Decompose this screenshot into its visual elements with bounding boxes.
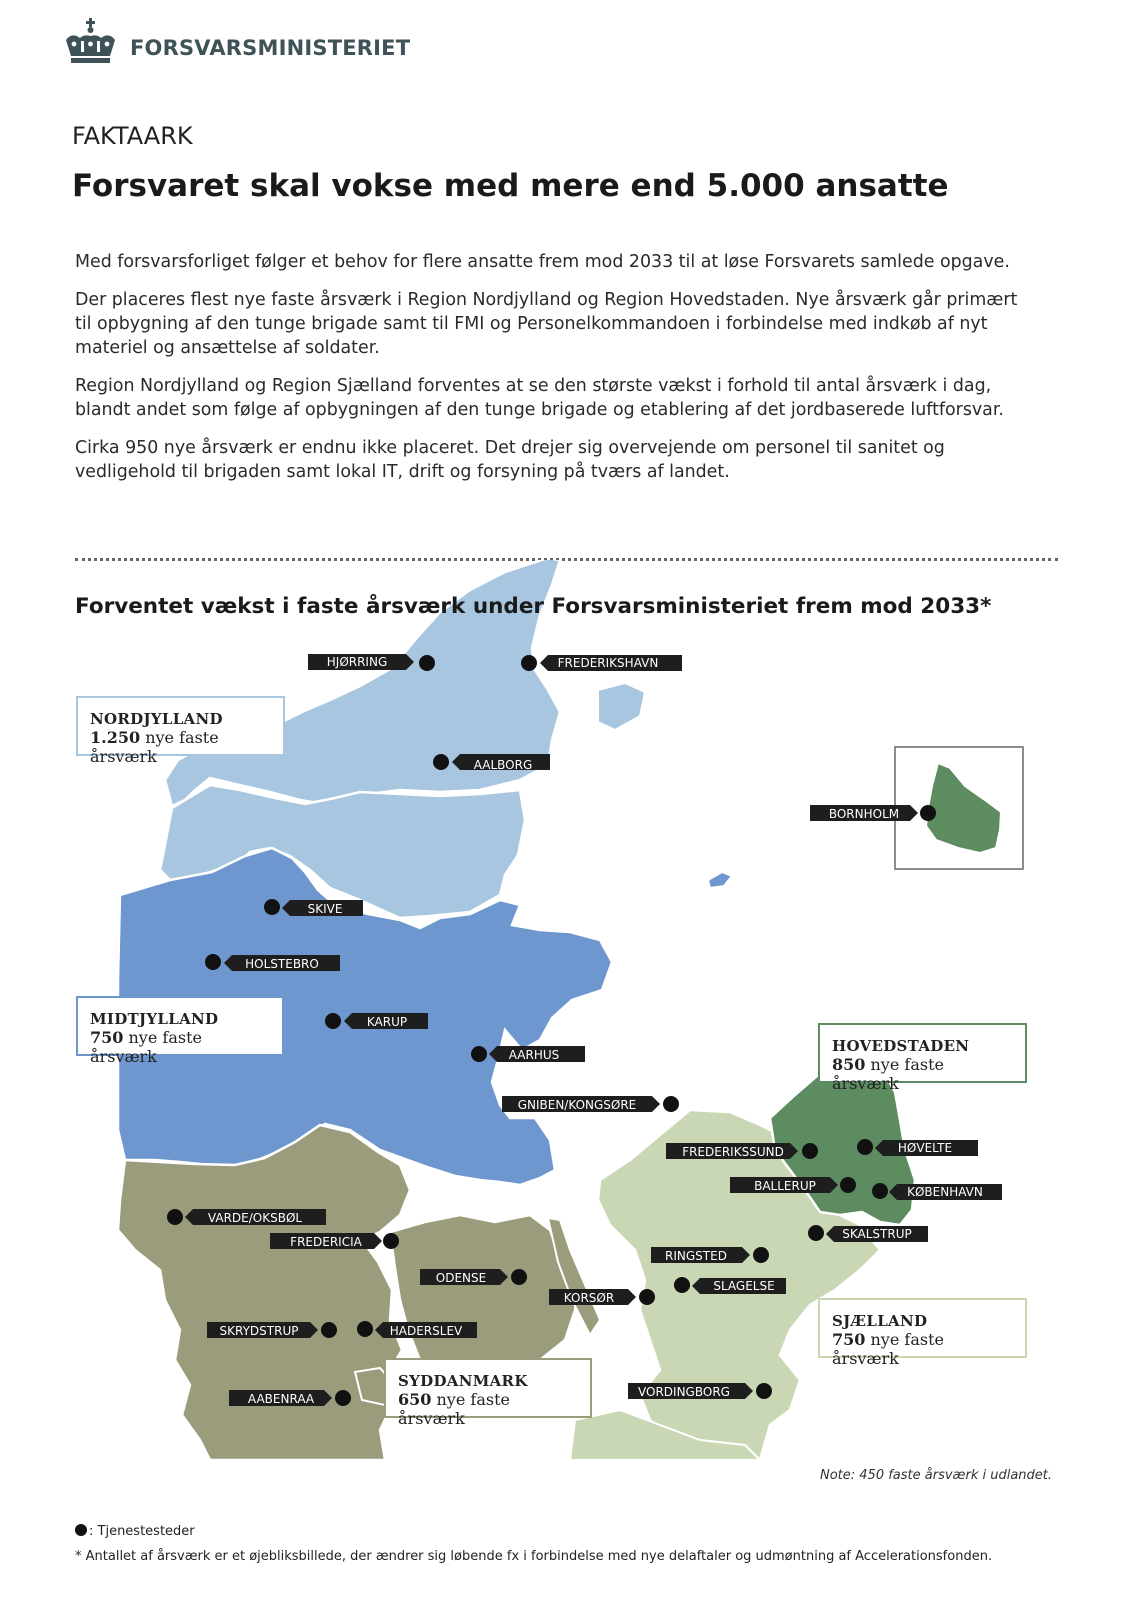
place-label: AALBORG [473, 758, 533, 772]
region-name: SYDDANMARK [398, 1372, 528, 1390]
region-box-syddanmark [384, 1358, 592, 1428]
region-text: nye faste årsværk [832, 1055, 944, 1093]
region-name: HOVEDSTADEN [832, 1037, 970, 1055]
place-label: KØBENHAVN [907, 1185, 983, 1199]
island-laeso [598, 683, 645, 730]
place-label: VORDINGBORG [638, 1385, 730, 1399]
paragraph-2: Der placeres flest nye faste årsværk i Region Nordjylland og Region Hovedstaden. Nye årsværk går primært til opbygning af den tunge brigade samt til FMI og Personelkommandoen i forbindelse med indkøb af nyt materiel og ansættelse af soldater. [75, 290, 1018, 358]
footnote: * Antallet af årsværk er et øjebliksbillede, der ændrer sig løbende fx i forbindelse med nye delaftaler og udmøntning af Accelerationsfonden. [75, 1549, 993, 1564]
region-count: 1.250 [90, 728, 141, 747]
region-box-midtjylland [76, 996, 284, 1066]
location-dot-icon [75, 1524, 87, 1536]
place-korsor [549, 1289, 655, 1305]
place-label: KORSØR [563, 1291, 615, 1305]
place-label: AARHUS [508, 1048, 560, 1062]
region-box-nordjylland [76, 696, 285, 766]
region-syddanmark-jutland [118, 1125, 410, 1460]
place-label: HJØRRING [326, 655, 388, 669]
place-label: ODENSE [435, 1271, 487, 1285]
place-label: FREDERIKSSUND [682, 1145, 784, 1159]
map-title: Forventet vækst i faste årsværk under Forsvarsministeriet frem mod 2033* [75, 594, 992, 619]
place-label: BALLERUP [754, 1179, 816, 1193]
place-frederikshavn [521, 655, 682, 671]
region-text: nye faste årsværk [832, 1330, 944, 1368]
place-label: VARDE/OKSBØL [207, 1211, 303, 1225]
place-varde [167, 1209, 326, 1225]
crown-icon [62, 18, 122, 68]
intro-text [75, 250, 1035, 498]
place-label: KARUP [366, 1015, 408, 1029]
place-label: SKALSTRUP [842, 1227, 912, 1241]
place-fredericia [270, 1233, 399, 1249]
region-name: MIDTJYLLAND [90, 1010, 219, 1028]
place-label: GNIBEN/KONGSØRE [517, 1098, 637, 1112]
place-label: AABENRAA [247, 1392, 315, 1406]
place-label: FREDERIKSHAVN [557, 656, 659, 670]
paragraph-3: Region Nordjylland og Region Sjælland forventes at se den største vækst i forhold til antal årsværk i dag, blandt andet som følge af opbygningen af den tunge brigade og etablering af det jordbaserede luftforsvar. [75, 376, 1004, 420]
region-name: NORDJYLLAND [90, 710, 223, 728]
region-count: 750 [90, 1028, 124, 1047]
region-name: SJÆLLAND [832, 1312, 928, 1330]
place-label: SKRYDSTRUP [219, 1324, 299, 1338]
page-title: Forsvaret skal vokse med mere end 5.000 ansatte [72, 168, 949, 204]
brand-name: FORSVARSMINISTERIET [130, 36, 411, 60]
legend-text: : Tjenestesteder [89, 1524, 195, 1539]
region-text: nye faste årsværk [90, 728, 219, 766]
region-text: nye faste årsværk [398, 1390, 510, 1428]
map-note: Note: 450 faste årsværk i udlandet. [820, 1468, 1053, 1483]
ministry-logo [62, 18, 411, 68]
place-label: BORNHOLM [828, 807, 900, 821]
place-label: HOLSTEBRO [245, 957, 319, 971]
region-count: 750 [832, 1330, 866, 1349]
place-label: FREDERICIA [290, 1235, 362, 1249]
place-label: SKIVE [307, 902, 343, 916]
map-legend [75, 1524, 195, 1539]
region-box-sjaelland [818, 1298, 1027, 1368]
paragraph-1: Med forsvarsforliget følger et behov for flere ansatte frem mod 2033 til at løse Forsvarets samlede opgave. [75, 252, 1010, 272]
island-anholt [708, 872, 732, 888]
place-gniben [502, 1096, 679, 1112]
place-label: HØVELTE [897, 1141, 953, 1155]
paragraph-4: Cirka 950 nye årsværk er endnu ikke placeret. Det drejer sig overvejende om personel til sanitet og vedligehold til brigaden samt lokal IT, drift og forsyning på tværs af landet. [75, 438, 945, 482]
place-label: HADERSLEV [389, 1324, 463, 1338]
place-label: SLAGELSE [713, 1279, 775, 1293]
region-count: 650 [398, 1390, 432, 1409]
document-type-label: FAKTAARK [72, 122, 193, 150]
region-box-hovedstaden [818, 1023, 1027, 1093]
place-label: RINGSTED [665, 1249, 727, 1263]
region-count: 850 [832, 1055, 866, 1074]
region-text: nye faste årsværk [90, 1028, 202, 1066]
